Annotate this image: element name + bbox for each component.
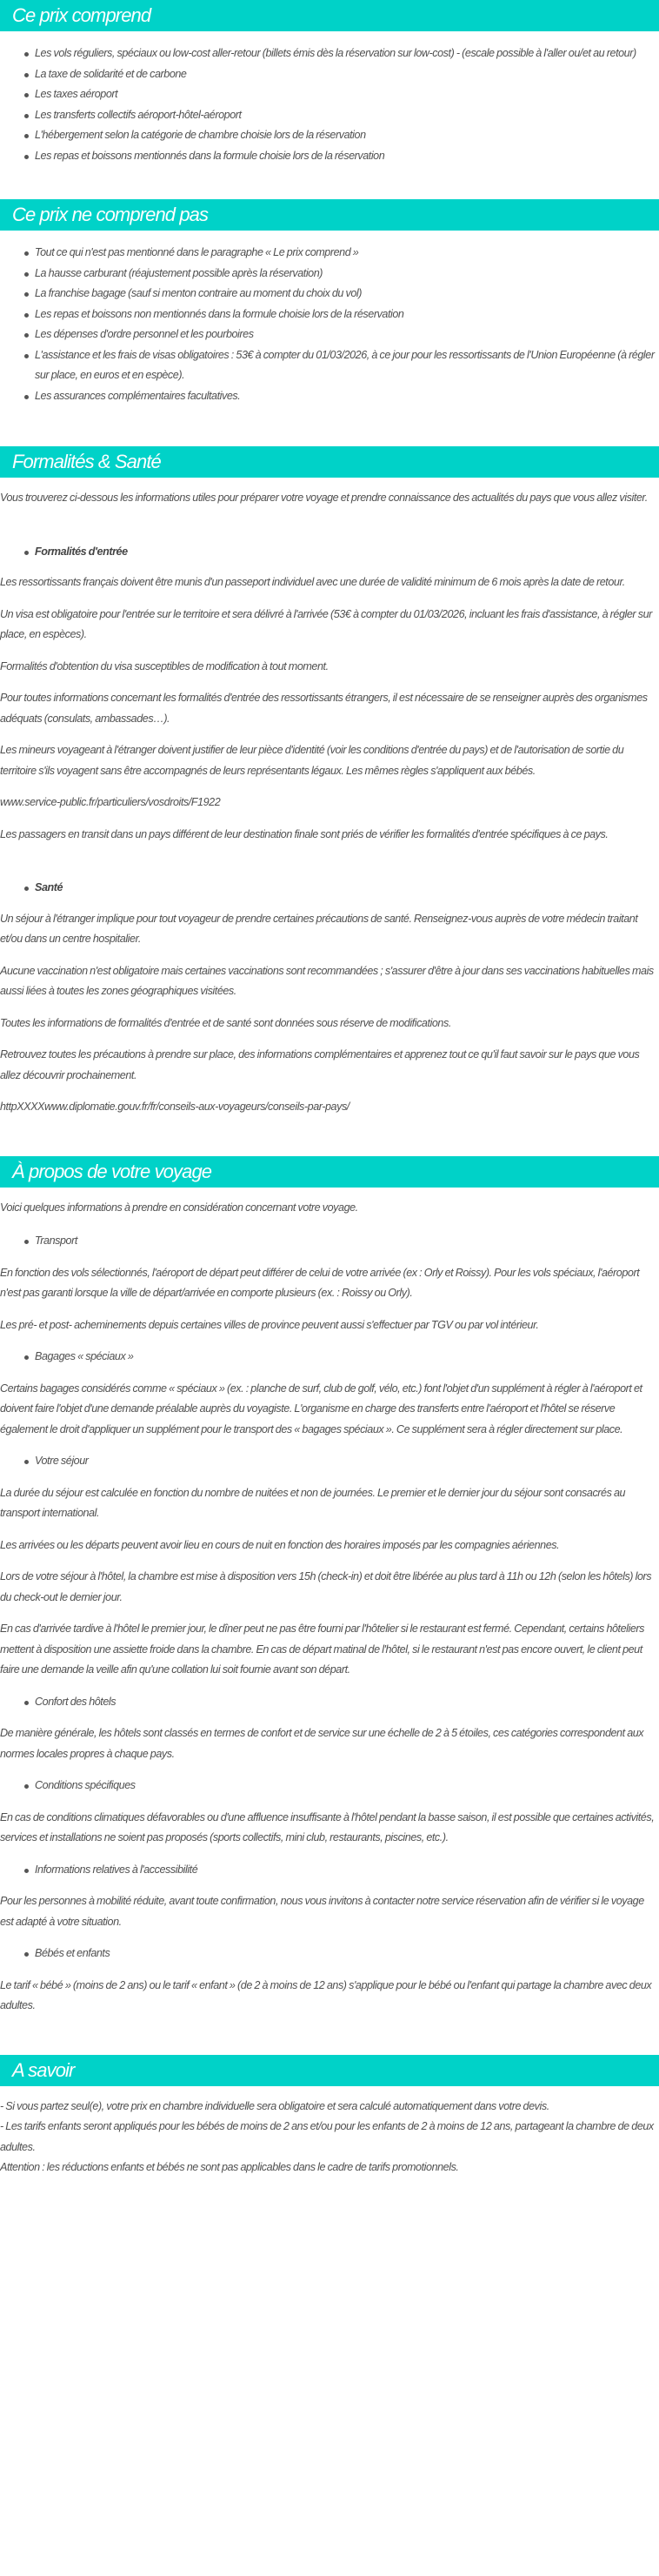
section-includes (0, 0, 659, 166)
paragraph: Les mineurs voyageant à l'étranger doivent justifier de leur pièce d'identité (voir les conditions d'entrée du pays) et de l'autorisation de sortie du territoire s'ils voyagent sans être accompagnés de leurs représentants légaux. Les mêmes règles s'appliquent aux bébés. (0, 744, 624, 777)
service-public-link[interactable]: www.service-public.fr/particuliers/vosdroits/F1922 (0, 796, 221, 808)
paragraph: Les ressortissants français doivent être munis d'un passeport individuel avec une durée de validité minimum de 6 mois après la date de retour. (0, 576, 625, 588)
paragraph: - Les tarifs enfants seront appliqués pour les bébés de moins de 2 ans et/ou pour les enfants de 2 à moins de 12 ans, partageant la chambre de deux adultes. (0, 2120, 654, 2153)
paragraph: Les pré- et post- acheminements depuis certaines villes de province peuvent aussi s'effectuer par TGV ou par vol intérieur. (0, 1318, 539, 1331)
list-item: Les taxes aéroport (35, 84, 659, 105)
paragraph: Retrouvez toutes les précautions à prendre sur place, des informations complémentaires et apprenez tout ce qu'il faut savoir sur le pays que vous allez découvrir prochainement. (0, 1048, 640, 1081)
paragraph: Attention : les réductions enfants et bébés ne sont pas applicables dans le cadre de tarifs promotionnels. (0, 2161, 459, 2173)
paragraph: Certains bagages considérés comme « spéciaux » (ex. : planche de surf, club de golf, vélo, etc.) font l'objet d'un supplément à régler à l'aéroport et doivent faire l'objet d'une demande préalable auprès du voyagiste. L'organisme en charge des transferts entre l'aéroport et l'hôtel se réserve également le droit d'appliquer un supplément pour le transport des « bagages spéciaux ». Ce supplément sera à régler directement sur place. (0, 1382, 642, 1435)
section-title-about-trip: À propos de votre voyage (0, 1156, 659, 1188)
list-item: Les repas et boissons non mentionnés dans la formule choisie lors de la réservation (35, 304, 659, 325)
paragraph: Toutes les informations de formalités d'entrée et de santé sont données sous réserve de modifications. (0, 1016, 451, 1029)
paragraph: De manière générale, les hôtels sont classés en termes de confort et de service sur une échelle de 2 à 5 étoiles, ces catégories correspondent aux normes locales propres à chaque pays. (0, 1727, 644, 1760)
subheading-babies-children: Bébés et enfants (0, 1944, 659, 1964)
subheading-your-stay: Votre séjour (0, 1451, 659, 1472)
list-item: Les assurances complémentaires facultatives. (35, 386, 659, 407)
paragraph: En fonction des vols sélectionnés, l'aéroport de départ peut différer de celui de votre arrivée (ex : Orly et Roissy). Pour les vols spéciaux, l'aéroport n'est pas garanti lorsque la ville de départ/arrivée en comporte plusieurs (ex. : Roissy ou Orly). (0, 1266, 640, 1299)
about-intro: Voici quelques informations à prendre en considération concernant votre voyage. (0, 1201, 358, 1214)
section-title-excludes: Ce prix ne comprend pas (0, 199, 659, 231)
paragraph: Les passagers en transit dans un pays différent de leur destination finale sont priés de vérifier les formalités d'entrée spécifiques à ce pays. (0, 827, 609, 840)
paragraph: Un séjour à l'étranger implique pour tout voyageur de prendre certaines précautions de santé. Renseignez-vous auprès de votre médecin traitant et/ou dans un centre hospitalier. (0, 912, 638, 945)
subheading-hotel-comfort: Confort des hôtels (0, 1692, 659, 1713)
paragraph: Aucune vaccination n'est obligatoire mais certaines vaccinations sont recommandées ; s'assurer d'être à jour dans ses vaccinations habituelles mais aussi liées à toutes les zones géographiques visitées. (0, 964, 654, 997)
subheading-entry-formalities: Formalités d'entrée (0, 542, 659, 563)
paragraph: Pour toutes informations concernant les formalités d'entrée des ressortissants étrangers, il est nécessaire de se renseigner auprès des organismes adéquats (consulats, ambassades…). (0, 692, 648, 725)
list-item: Les dépenses d'ordre personnel et les pourboires (35, 325, 659, 345)
subheading-special-luggage: Bagages « spéciaux » (0, 1347, 659, 1368)
list-item: Les transferts collectifs aéroport-hôtel-aéroport (35, 105, 659, 126)
paragraph: En cas d'arrivée tardive à l'hôtel le premier jour, le dîner peut ne pas être fourni par l'hôtelier si le restaurant est fermé. Cependant, certains hôteliers mettent à disposition une assiette froide dans la chambre. En cas de départ matinal de l'hôtel, si le restaurant n'est pas encore ouvert, le client peut faire une demande la veille afin qu'une collation lui soit fournie avant son départ. (0, 1623, 644, 1676)
section-about-trip (0, 1156, 659, 2017)
section-title-good-to-know: A savoir (0, 2055, 659, 2086)
section-excludes (0, 199, 659, 406)
subheading-health: Santé (0, 878, 659, 899)
diplomatie-link[interactable]: httpXXXXwww.diplomatie.gouv.fr/fr/conseils-aux-voyageurs/conseils-par-pays/ (0, 1101, 349, 1113)
section-title-includes: Ce prix comprend (0, 0, 659, 31)
paragraph: La durée du séjour est calculée en fonction du nombre de nuitées et non de journées. Le premier et le dernier jour du séjour sont consacrés au transport international. (0, 1486, 626, 1519)
paragraph: Lors de votre séjour à l'hôtel, la chambre est mise à disposition vers 15h (check-in) et doit être libérée au plus tard à 11h ou 12h (selon les hôtels) lors du check-out le dernier jour. (0, 1570, 652, 1603)
list-item: Tout ce qui n'est pas mentionné dans le paragraphe « Le prix comprend » (35, 243, 659, 264)
subheading-transport: Transport (0, 1231, 659, 1252)
list-item: La taxe de solidarité et de carbone (35, 64, 659, 85)
paragraph: - Si vous partez seul(e), votre prix en chambre individuelle sera obligatoire et sera calculé automatiquement dans votre devis. (0, 2099, 549, 2112)
list-item: La hausse carburant (réajustement possible après la réservation) (35, 264, 659, 284)
paragraph: Pour les personnes à mobilité réduite, avant toute confirmation, nous vous invitons à contacter notre service réservation afin de vérifier si le voyage est adapté à votre situation. (0, 1895, 644, 1928)
section-formalities (0, 446, 659, 1118)
subheading-specific-conditions: Conditions spécifiques (0, 1776, 659, 1797)
subheading-accessibility: Informations relatives à l'accessibilité (0, 1860, 659, 1881)
formalities-intro: Vous trouverez ci-dessous les informations utiles pour préparer votre voyage et prendre connaissance des actualités du pays que vous allez visiter. (0, 492, 648, 504)
list-item: Les repas et boissons mentionnés dans la formule choisie lors de la réservation (35, 146, 659, 167)
paragraph: Formalités d'obtention du visa susceptibles de modification à tout moment. (0, 659, 329, 672)
paragraph: En cas de conditions climatiques défavorables ou d'une affluence insuffisante à l'hôtel pendant la basse saison, il est possible que certaines activités, services et installations ne soient pas proposés (sports collectifs, mini club, restaurants, piscines, etc.). (0, 1810, 655, 1843)
paragraph: Les arrivées ou les départs peuvent avoir lieu en cours de nuit en fonction des horaires imposés par les compagnies aériennes. (0, 1538, 560, 1551)
list-item: La franchise bagage (sauf si menton contraire au moment du choix du vol) (35, 284, 659, 304)
paragraph: Le tarif « bébé » (moins de 2 ans) ou le tarif « enfant » (de 2 à moins de 12 ans) s'applique pour le bébé ou l'enfant qui partage la chambre avec deux adultes. (0, 1978, 652, 2011)
list-item: Les vols réguliers, spéciaux ou low-cost aller-retour (billets émis dès la réservation sur low-cost) - (escale possible à l'aller ou/et au retour) (35, 43, 659, 64)
section-good-to-know (0, 2055, 659, 2178)
excludes-list (0, 243, 659, 406)
list-item: L'hébergement selon la catégorie de chambre choisie lors de la réservation (35, 125, 659, 146)
paragraph: Un visa est obligatoire pour l'entrée sur le territoire et sera délivré à l'arrivée (53€ à compter du 01/03/2026, incluant les frais d'assistance, à régler sur place, en espèces). (0, 607, 652, 640)
section-title-formalities: Formalités & Santé (0, 446, 659, 478)
list-item: L'assistance et les frais de visas obligatoires : 53€ à compter du 01/03/2026, à ce jour pour les ressortissants de l'Union Européenne (à régler sur place, en euros et en espèce). (35, 345, 659, 386)
includes-list (0, 43, 659, 166)
